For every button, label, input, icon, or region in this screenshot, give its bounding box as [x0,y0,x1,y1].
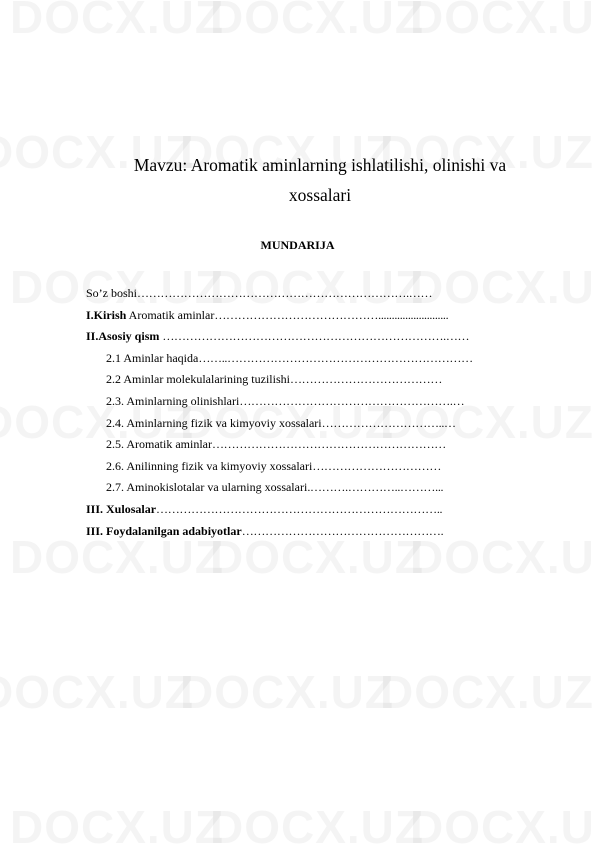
title-line-1: Mavzu: Aromatik aminlarning ishlatilishi, olinishi va [133,155,507,175]
table-of-contents [86,283,526,542]
toc-number: I.Kirish [86,307,127,322]
toc-entry-2-6 [86,456,526,478]
toc-label: So’z boshi [86,286,137,300]
toc-number: III [86,501,101,516]
title-line-2: xossalari [288,185,352,205]
toc-entry-references [86,521,526,543]
toc-label: 2.6. Anilinning fizik va kimyoviy xossalari [106,458,313,473]
toc-number: III [86,523,101,538]
watermark-text [410,800,595,854]
toc-heading: MUNDARIJA [260,238,335,252]
watermark-text [410,0,595,44]
watermark-text [210,0,424,44]
watermark-text [0,665,194,719]
toc-number: II.Asosiy qism [86,329,160,344]
toc-entry-2-1 [86,348,526,370]
toc-entry-2-5 [86,434,526,456]
dot-leader: ………………………………… [289,372,443,387]
dot-leader: ……………………………………………………………….…… [162,329,470,344]
toc-entry-conclusion [86,499,526,521]
dot-leader: …………………………………………………………….…… [137,286,433,300]
dot-leader: …………………………………………………… [211,437,446,452]
watermark-text [180,665,394,719]
toc-entry-2-7 [86,477,526,499]
watermark-text [210,800,424,854]
toc-label: . Foydalanilgan adabiyotlar [100,523,242,538]
dot-leader: ……………………………………………….… [239,393,465,408]
toc-entry-preface [86,283,526,305]
toc-label: 2.4. Aminlarning fizik va kimyoviy xossalari [106,415,322,430]
watermark-text [10,0,224,44]
watermark-text [10,800,224,854]
toc-label: 2.1 Aminlar haqida [106,350,199,365]
watermark-text [380,665,594,719]
toc-entry-main-part [86,326,526,348]
dot-leader: ……………………………………………. [241,523,444,538]
toc-label: Aromatik aminlar [126,307,215,322]
dot-leader: ……..……………………………………………………… [198,350,473,365]
toc-entry-2-3 [86,391,526,413]
dot-leader: …………………………… [312,458,442,473]
dot-leader: …………………………………….......................... [214,307,449,322]
dot-leader: ……………………………………………………………….. [156,501,443,516]
toc-label: 2.7. Aminokislotalar va ularning xossalari [106,480,308,495]
toc-label: 2.5. Aromatik aminlar [106,437,212,452]
toc-label: 2.2 Aminlar molekulalarining tuzilishi [106,372,290,387]
toc-entry-2-4 [86,413,526,435]
toc-label: 2.3. Aminlarning olinishlari [106,393,240,408]
toc-entry-introduction [86,305,526,327]
dot-leader: .……….…………..………... [307,480,444,495]
toc-entry-2-2 [86,369,526,391]
document-title [100,150,540,210]
dot-leader: …………………………..… [321,415,456,430]
toc-label: . Xulosalar [100,501,157,516]
